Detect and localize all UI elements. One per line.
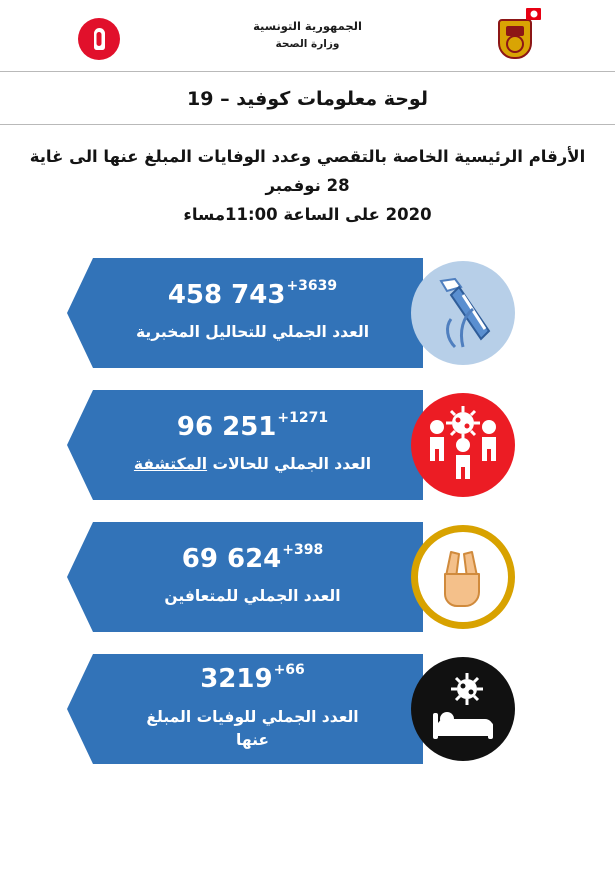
stat-value-group [167,277,338,310]
stat-delta: +1271 [277,409,329,426]
stat-card-banner [93,654,423,764]
stat-delta: +3639 [286,277,338,294]
stat-card-deaths [93,654,523,764]
republic-label: الجمهورية التونسية [253,19,362,34]
subtitle-line-2: 2020 على الساعة 11:00مساء [183,204,432,224]
stat-label-underlined: المكتشفة [133,455,208,474]
subtitle-line-1: الأرقام الرئيسية الخاصة بالتقصي وعدد الوفايات المبلغ عنها الى غاية 28 نوفمبر [29,147,586,195]
ministry-titles [253,18,362,52]
footer-spacer [0,764,615,804]
stat-value-group [200,662,305,695]
stat-card-cases [93,390,523,500]
stat-label: العدد الجملي للمتعافين [164,587,341,606]
stat-label [146,706,358,753]
tunisia-coat-of-arms-icon [493,16,537,62]
stat-value: 3219 [200,664,273,695]
infected-people-icon [411,393,515,497]
page-title: لوحة معلومات كوفيد – 19 [187,88,428,110]
stat-value-group [181,541,324,574]
title-divider [0,124,615,125]
document-header [0,0,615,72]
page-subtitle [28,143,588,230]
stat-value-group [176,409,329,442]
stat-card-recovered [93,522,523,632]
stat-card-tests [93,258,523,368]
stat-value: 69 624 [181,543,282,574]
stat-label-prefix: العدد الجملي للحالات [207,455,372,474]
stat-label-line-1: العدد الجملي للوفيات المبلغ [146,707,359,726]
stat-label-line-2: عنها [236,730,269,749]
stat-label [134,453,371,476]
stat-delta: +398 [282,541,324,558]
stat-card-banner [93,258,423,368]
stat-value: 458 743 [167,279,286,310]
death-bed-icon [411,657,515,761]
ministry-label: وزارة الصحة [275,38,340,51]
ministry-of-health-logo-icon [78,18,120,60]
swab-test-icon [411,261,515,365]
stat-delta: +66 [273,662,305,679]
stat-value: 96 251 [176,411,277,442]
stat-card-banner [93,390,423,500]
victory-hand-icon [411,525,515,629]
stat-card-banner [93,522,423,632]
stat-label: العدد الجملي للتحاليل المخبرية [136,323,370,342]
stat-card-list [0,258,615,764]
